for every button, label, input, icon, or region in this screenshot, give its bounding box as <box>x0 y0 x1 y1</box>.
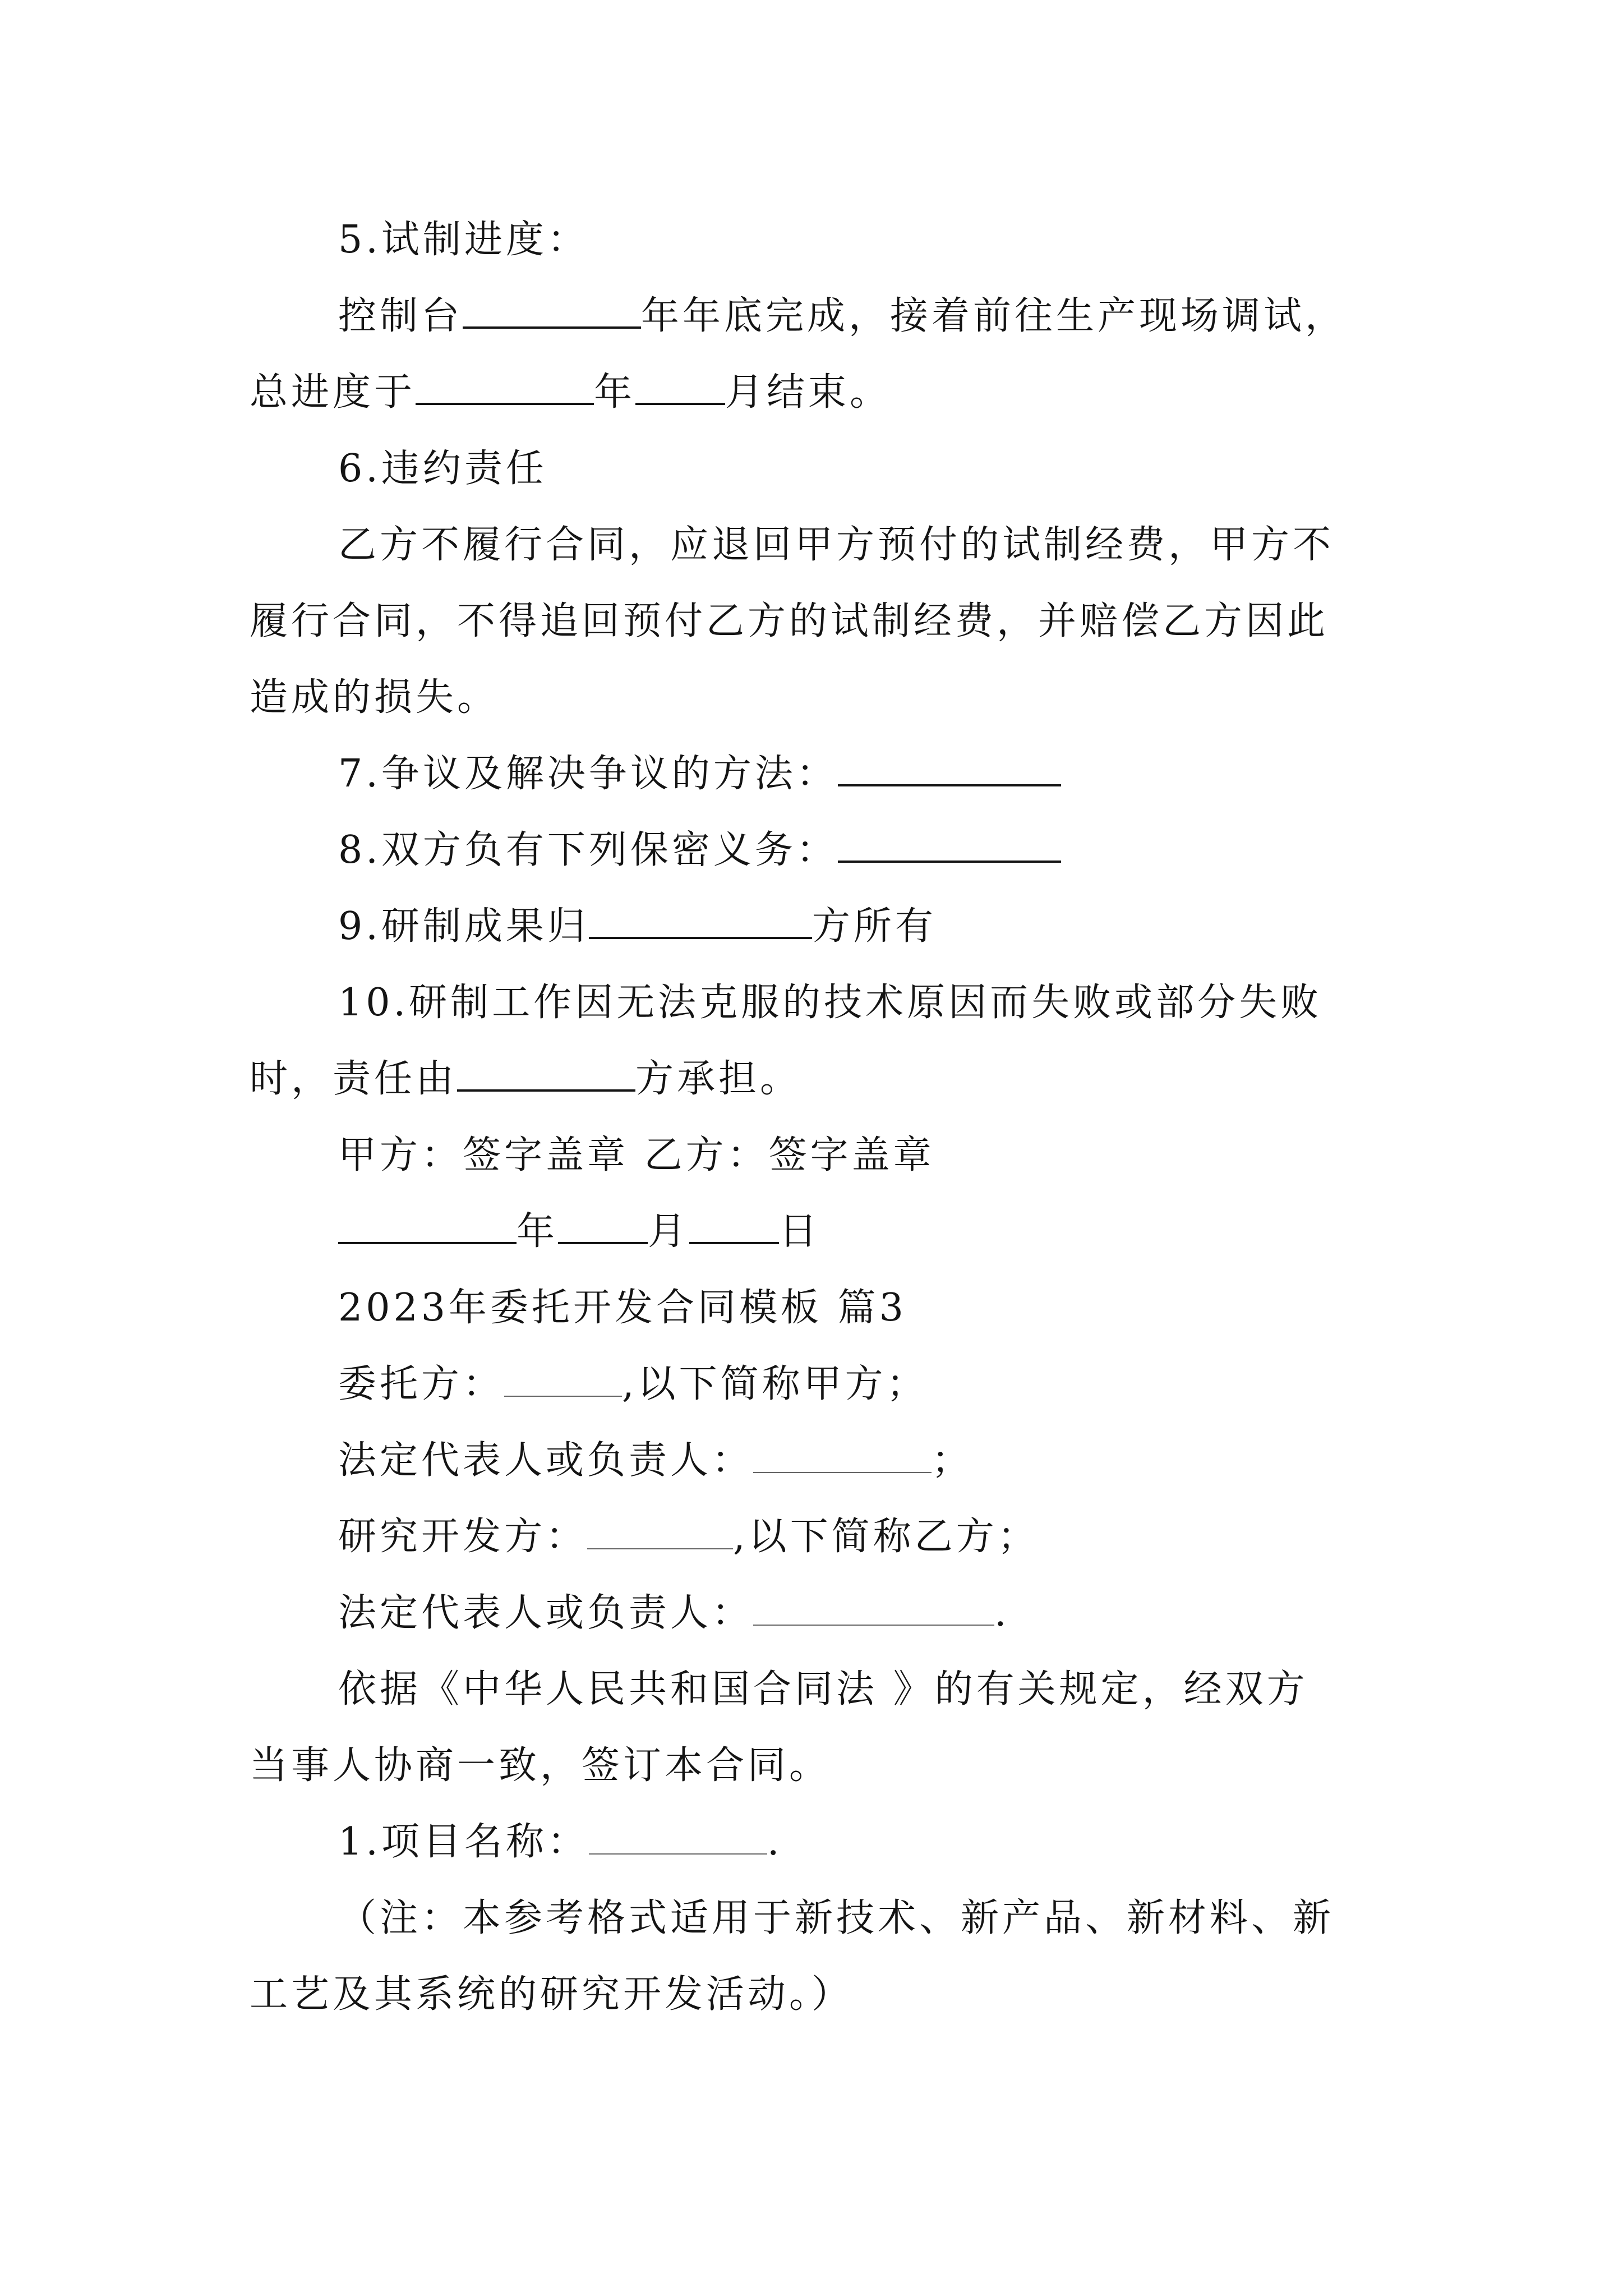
line-text: 6.违约责任 <box>338 447 547 491</box>
line-text: 月结束。 <box>725 370 892 415</box>
line-text: 日 <box>779 1209 821 1254</box>
line-text: 工艺及其系统的研究开发活动。） <box>250 1972 854 2017</box>
section-5-heading <box>250 202 1388 278</box>
paragraph-line <box>250 507 1388 583</box>
line-text: ,以下简称甲方； <box>622 1362 928 1406</box>
line-text: 履行合同，不得追回预付乙方的试制经费，并赔偿乙方因此 <box>250 599 1329 643</box>
line-text: 年年底完成，接着前往生产现场调试， <box>641 294 1347 338</box>
line-text: 月 <box>648 1209 690 1254</box>
line-text: 研究开发方： <box>338 1515 588 1559</box>
line-text: ,以下简称乙方； <box>733 1515 1039 1559</box>
paragraph-line <box>250 1423 1388 1499</box>
fill-in-blank <box>689 1206 779 1244</box>
section-9-line <box>250 889 1388 965</box>
paragraph-line <box>250 1651 1388 1728</box>
paragraph-line <box>250 1804 1388 1880</box>
fill-in-blank <box>589 1821 767 1855</box>
line-text: 造成的损失。 <box>250 675 499 720</box>
line-text: 10.研制工作因无法克服的技术原因而失败或部分失败 <box>338 981 1322 1025</box>
line-text: . <box>994 1591 1010 1635</box>
fill-in-blank <box>587 1516 733 1549</box>
fill-in-blank <box>504 1363 622 1397</box>
line-text: 当事人协商一致，签订本合同。 <box>250 1743 831 1788</box>
date-line <box>250 1194 1388 1270</box>
note-line <box>250 1880 1388 1957</box>
document-body <box>250 202 1388 2033</box>
line-text: 甲方：签字盖章 乙方：签字盖章 <box>338 1133 935 1177</box>
paragraph-line <box>250 355 1388 431</box>
section-7-line <box>250 736 1388 812</box>
line-text: 控制台 <box>338 294 463 338</box>
line-text: 5.试制进度： <box>338 218 589 262</box>
line-text: 年 <box>517 1209 559 1254</box>
line-text: 年 <box>594 370 636 415</box>
line-text: 总进度于 <box>250 370 416 415</box>
fill-in-blank <box>416 367 594 405</box>
paragraph-line <box>250 1575 1388 1651</box>
line-text: 委托方： <box>338 1362 505 1406</box>
line-text: （注：本参考格式适用于新技术、新产品、新材料、新 <box>338 1896 1335 1940</box>
section-title <box>250 1270 1388 1346</box>
paragraph-line <box>250 660 1388 736</box>
fill-in-blank <box>635 367 725 405</box>
section-6-heading <box>250 431 1388 507</box>
fill-in-blank <box>457 1053 635 1092</box>
fill-in-blank <box>589 901 812 939</box>
fill-in-blank <box>838 825 1061 863</box>
fill-in-blank <box>338 1206 517 1244</box>
line-text: 法定代表人或负责人： <box>338 1591 754 1635</box>
paragraph-line <box>250 1499 1388 1575</box>
section-8-line <box>250 812 1388 889</box>
paragraph-line <box>250 1346 1388 1423</box>
paragraph-line <box>250 278 1388 355</box>
section-10-line <box>250 965 1388 1041</box>
line-text: 8.双方负有下列保密义务： <box>338 828 838 872</box>
line-text: 乙方不履行合同，应退回甲方预付的试制经费，甲方不 <box>338 523 1335 567</box>
line-text: 7.争议及解决争议的方法： <box>338 752 838 796</box>
signature-line <box>250 1117 1388 1194</box>
paragraph-line <box>250 1041 1388 1117</box>
line-text: ； <box>932 1438 974 1483</box>
line-text: 2023年委托开发合同模板 篇3 <box>338 1286 907 1330</box>
fill-in-blank <box>558 1206 648 1244</box>
line-text: 方所有 <box>811 904 937 949</box>
line-text: 9.研制成果归 <box>338 904 589 949</box>
line-text: 依据《中华人民共和国合同法 》的有关规定，经双方 <box>338 1667 1308 1711</box>
paragraph-line <box>250 1728 1388 1804</box>
paragraph-line <box>250 583 1388 660</box>
line-text: 方承担。 <box>635 1057 802 1101</box>
note-line <box>250 1957 1388 2033</box>
line-text: . <box>767 1820 783 1864</box>
fill-in-blank <box>753 1439 932 1473</box>
line-text: 1.项目名称： <box>338 1820 589 1864</box>
line-text: 时，责任由 <box>250 1057 458 1101</box>
fill-in-blank <box>463 291 641 329</box>
fill-in-blank <box>838 748 1061 786</box>
fill-in-blank <box>753 1592 994 1626</box>
line-text: 法定代表人或负责人： <box>338 1438 754 1483</box>
